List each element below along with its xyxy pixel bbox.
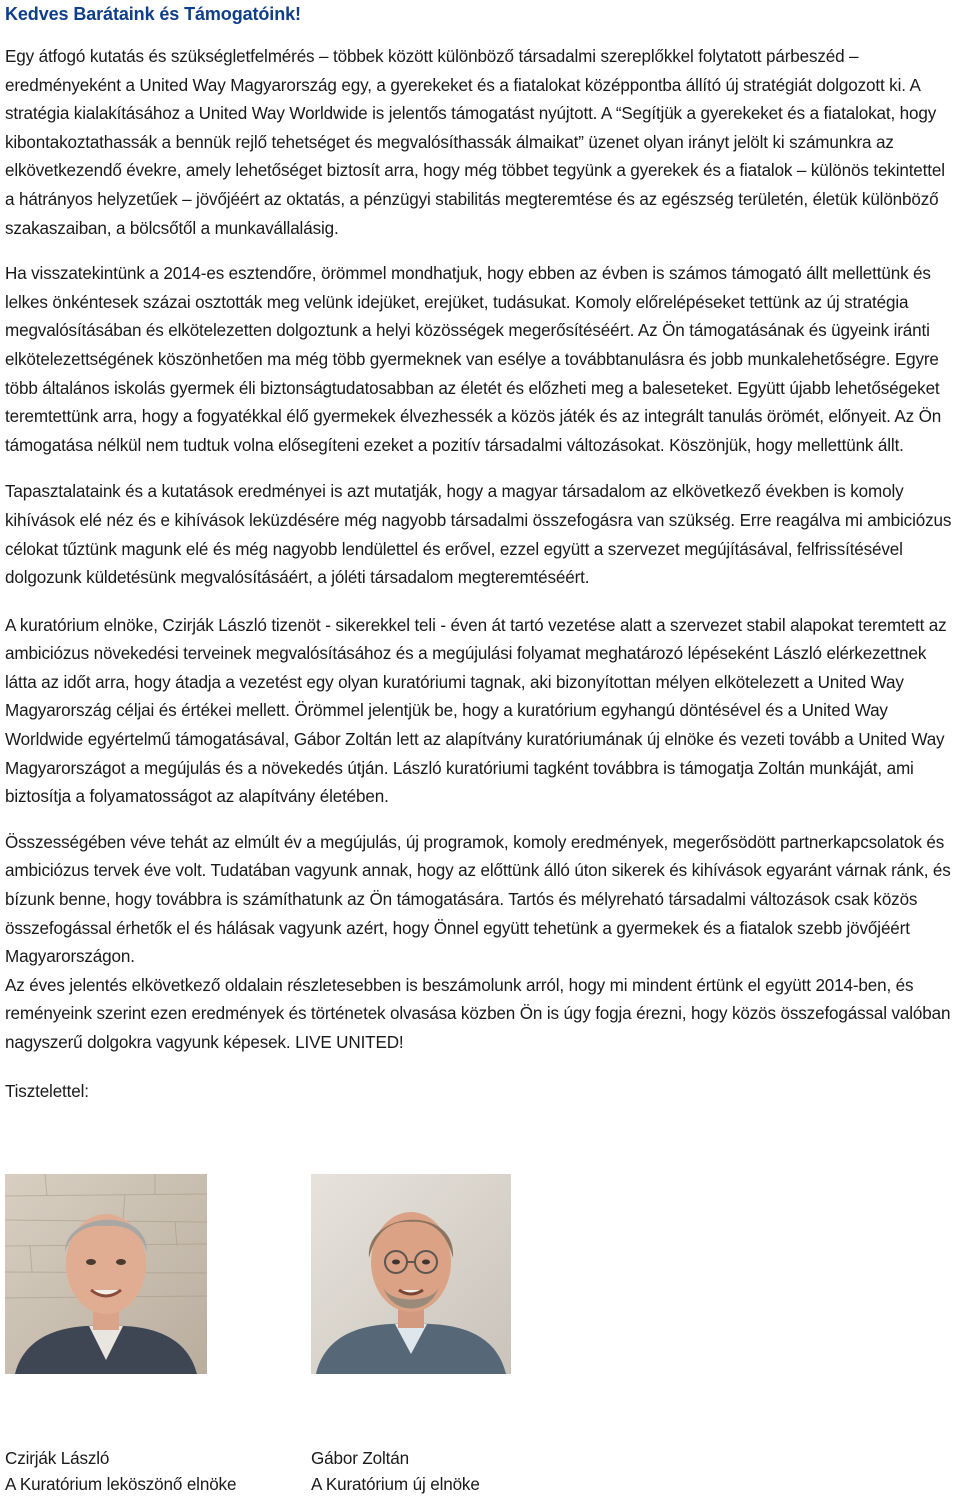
portrait-czirjak-laszlo bbox=[5, 1174, 207, 1374]
signature-gabor-zoltan bbox=[311, 1446, 480, 1498]
paragraph-leadership-change: A kuratórium elnöke, Czirják László tizenöt - sikerekkel teli - éven át tartó vezetése alatt a szervezet stabil alapokat teremtett az ambiciózus növekedési terveinek megvalósításához és a megújulási folyamat meghatározó lépéseként László elérkezettnek látta az időt arra, hogy átadja a vezetést egy olyan kuratóriumi tagnak, aki bizonyítottan mélyen elkötelezett a United Way Magyarország céljai és értékei mellett. Örömmel jelentjük be, hogy a kuratórium egyhangú döntésével és a United Way Worldwide egyértelmű támogatásával, Gábor Zoltán lett az alapítvány kuratóriumának új elnöke és vezeti tovább a United Way Magyarországot a megújulás és a növekedés útján. László kuratóriumi tagként továbbra is támogatja Zoltán munkáját, ami biztosítja a folyamatosságot az alapítvány életében. bbox=[5, 615, 947, 807]
signature-czirjak-laszlo bbox=[5, 1446, 236, 1498]
signatory-name: Gábor Zoltán bbox=[311, 1449, 409, 1468]
closing-greeting: Tisztelettel: bbox=[5, 1081, 89, 1101]
portrait-photos bbox=[5, 1174, 955, 1374]
letter bbox=[5, 0, 955, 1106]
portrait-gabor-zoltan bbox=[311, 1174, 511, 1374]
paragraph-report-intro: Az éves jelentés elkövetkező oldalain részletesebben is beszámolunk arról, hogy mi mindent értünk el együtt 2014-ben, és reményeink szerint ezen eredmények és történetek olvasása közben Ön is úgy fogja érezni, hogy közös összefogással valóban nagyszerű dolgokra vagyunk képesek. LIVE UNITED! bbox=[5, 975, 951, 1052]
paragraph-strategy: Egy átfogó kutatás és szükségletfelmérés – többek között különböző társadalmi szereplőkkel folytatott párbeszéd – eredményeként a United Way Magyarország egy, a gyerekeket és a fiatalokat középpontba állító új stratégiát dolgozott ki. A stratégia kialakításához a United Way Worldwide is jelentős támogatást nyújtott. A “Segítjük a gyerekeket és a fiatalokat, hogy kibontakoztathassák a bennük rejlő tehetséget és megvalósíthassák álmaikat” üzenet olyan irányt jelölt ki számunkra az elkövetkezendő évekre, amely lehetőséget biztosít arra, hogy még többet tegyünk a gyerekek és a fiatalok – különös tekintettel a hátrányos helyzetűek – jövőjéért az oktatás, a pénzügyi stabilitás megteremtése és az egészség területén, életük különböző szakaszaiban, a bölcsőtől a munkavállalásig. bbox=[5, 47, 945, 238]
paragraph-summary: Összességében véve tehát az elmúlt év a megújulás, új programok, komoly eredmények, megerősödött partnerkapcsolatok és ambiciózus tervek éve volt. Tudatában vagyunk annak, hogy az előttünk álló úton sikerek és kihívások egyaránt várnak ránk, és bízunk benne, hogy továbbra is számíthatunk az Ön támogatására. Tartós és mélyreható társadalmi változások csak közös összefogással érhetők el és hálásak vagyunk azért, hogy Önnel együtt tehetünk a gyermekek és a fiatalok szebb jövőjéért Magyarországon. bbox=[5, 832, 951, 967]
paragraph-challenges: Tapasztalataink és a kutatások eredményei is azt mutatják, hogy a magyar társadalom az elkövetkező években is komoly kihívások elé néz és e kihívások leküzdésére még nagyobb társadalmi összefogásra van szükség. Erre reagálva mi ambiciózus célokat tűztünk magunk elé és még nagyobb lendülettel és erővel, ezzel együtt a szervezet megújításával, felfrissítésével dolgozunk küldetésünk megvalósításáért, a jóléti társadalom megteremtéséért. bbox=[5, 482, 952, 588]
signatory-name: Czirják László bbox=[5, 1449, 110, 1468]
signatory-title: A Kuratórium új elnöke bbox=[311, 1475, 480, 1494]
letter-heading: Kedves Barátaink és Támogatóink! bbox=[5, 4, 301, 24]
signatory-title: A Kuratórium leköszönő elnöke bbox=[5, 1475, 237, 1494]
paragraph-2014-review: Ha visszatekintünk a 2014-es esztendőre, örömmel mondhatjuk, hogy ebben az évben is számos támogató állt mellettünk és lelkes önkéntesek százai osztották meg velünk idejüket, erejüket, tudásukat. Komoly előrelépéseket tettünk az új stratégia megvalósításában és elkötelezetten dolgoztunk a helyi közösségek megerősítéséért. Az Ön támogatásának és ügyeink iránti elkötelezettségének köszönhetően ma még több gyermeknek van esélye a továbbtanulásra és jobb munkalehetőségre. Egyre több általános iskolás gyermek éli biztonságtudatosabban az életét és előzheti meg a baleseteket. Együtt újabb lehetőségeket teremtettünk arra, hogy a fogyatékkal élő gyermekek élvezhessék a közös játék és az integrált tanulás örömét, előnyeit. Az Ön támogatása nélkül nem tudtuk volna elősegíteni ezeket a pozitív társadalmi változásokat. Köszönjük, hogy mellettünk állt. bbox=[5, 264, 942, 455]
